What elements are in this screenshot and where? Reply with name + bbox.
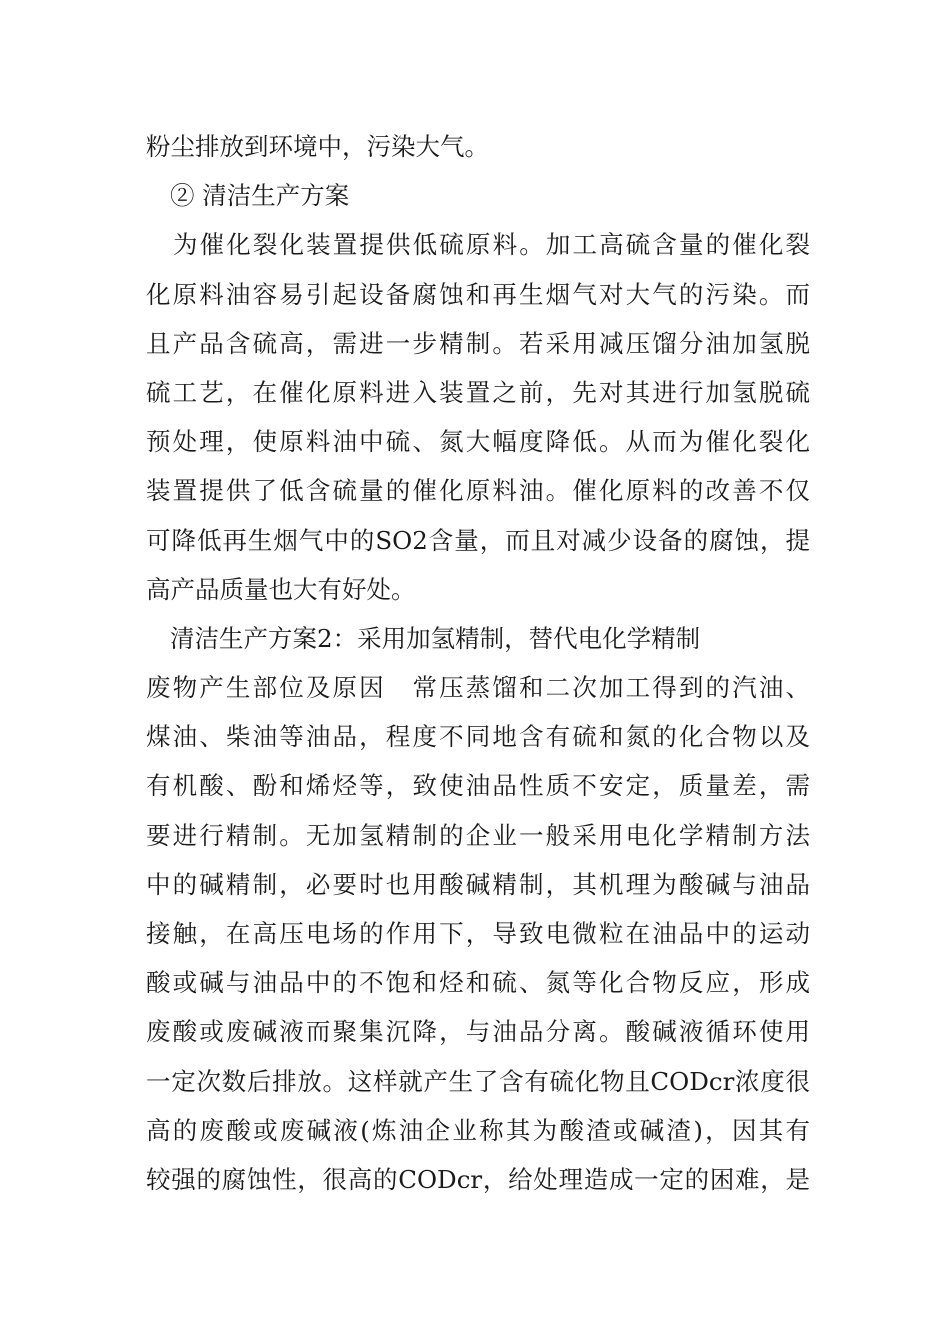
text-line: 要进行精制。无加氢精制的企业一般采用电化学精制方法 <box>146 820 810 850</box>
text-line: 预处理，使原料油中硫、氮大幅度降低。从而为催化裂化 <box>146 427 810 457</box>
text-line: 煤油、柴油等油品，程度不同地含有硫和氮的化合物以及 <box>146 722 810 752</box>
text-line: 硫工艺，在催化原料进入装置之前，先对其进行加氢脱硫 <box>146 377 810 407</box>
text-line: 有机酸、酚和烯烃等，致使油品性质不安定，质量差，需 <box>146 771 810 801</box>
text-line: 且产品含硫高，需进一步精制。若采用减压馏分油加氢脱 <box>146 328 810 358</box>
text-line: 废酸或废碱液而聚集沉降，与油品分离。酸碱液循环使用 <box>146 1017 810 1047</box>
text-line: 中的碱精制，必要时也用酸碱精制，其机理为酸碱与油品 <box>146 869 810 899</box>
text-line: 废物产生部位及原因 常压蒸馏和二次加工得到的汽油、 <box>146 673 810 703</box>
text-line: 高的废酸或废碱液(炼油企业称其为酸渣或碱渣)，因其有 <box>146 1115 810 1145</box>
section-heading: ② 清洁生产方案 <box>170 181 350 211</box>
section-heading: 清洁生产方案2：采用加氢精制，替代电化学精制 <box>170 623 701 653</box>
text-line: 可降低再生烟气中的SO2含量，而且对减少设备的腐蚀，提 <box>146 525 810 555</box>
text-line: 一定次数后排放。这样就产生了含有硫化物且CODcr浓度很 <box>146 1066 810 1096</box>
text-line: 装置提供了低含硫量的催化原料油。催化原料的改善不仅 <box>146 476 810 506</box>
body-text <box>146 122 810 1204</box>
text-line: 为催化裂化装置提供低硫原料。加工高硫含量的催化裂 <box>173 230 810 260</box>
text-line: 高产品质量也大有好处。 <box>146 574 416 604</box>
text-line: 较强的腐蚀性，很高的CODcr，给处理造成一定的困难，是 <box>146 1164 810 1194</box>
text-line: 粉尘排放到环境中，污染大气。 <box>146 132 489 161</box>
text-line: 接触，在高压电场的作用下，导致电微粒在油品中的运动 <box>146 919 810 948</box>
text-line: 酸或碱与油品中的不饱和烃和硫、氮等化合物反应，形成 <box>146 968 810 998</box>
text-line: 化原料油容易引起设备腐蚀和再生烟气对大气的污染。而 <box>146 279 810 309</box>
